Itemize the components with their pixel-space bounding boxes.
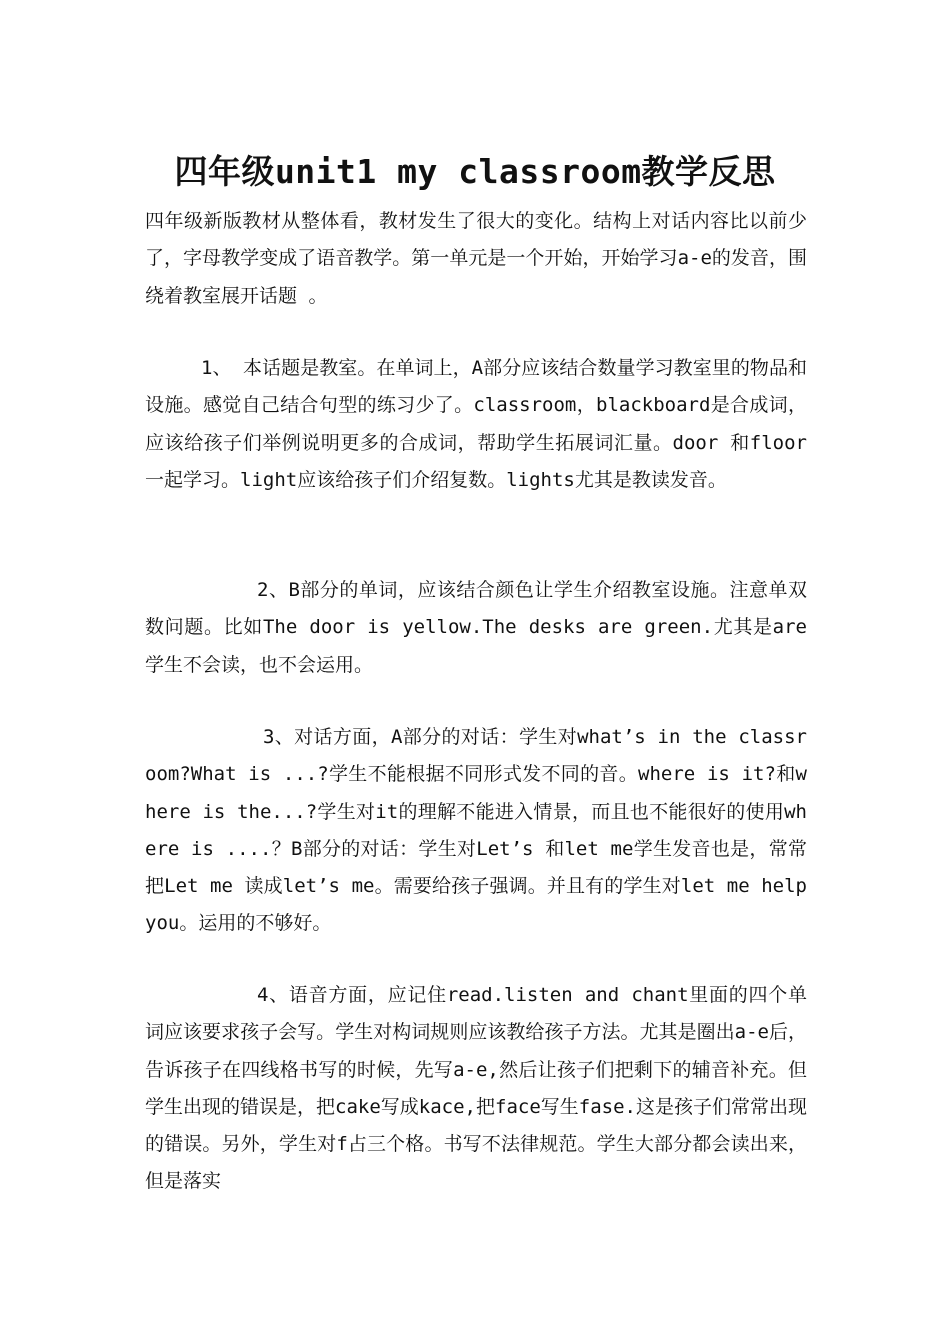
paragraph-intro: 四年级新版教材从整体看，教材发生了很大的变化。结构上对话内容比以前少了，字母教学变成了语音教学。第一单元是一个开始，开始学习a-e的发音，围绕着教室展开话题 。 bbox=[145, 210, 807, 307]
paragraph-point-1: 1、 本话题是教室。在单词上，A部分应该结合数量学习教室里的物品和设施。感觉自己结合句型的练习少了。classroom，blackboard是合成词，应该给孩子们举例说明更多的合成词，帮助学生拓展词汇量。door 和floor一起学习。light应该给孩子们介绍复数。lights尤其是教读发音。 bbox=[145, 357, 807, 491]
paragraph-point-2: 2、B部分的单词，应该结合颜色让学生介绍教室设施。注意单双数问题。比如The door is yellow.The desks are green.尤其是are学生不会读，也不会运用。 bbox=[145, 579, 807, 676]
paragraph-point-4: 4、语音方面，应记住read.listen and chant里面的四个单词应该要求孩子会写。学生对构词规则应该教给孩子方法。尤其是圈出a-e后，告诉孩子在四线格书写的时候，先写a-e,然后让孩子们把剩下的辅音补充。但学生出现的错误是，把cake写成kace,把face写生fase.这是孩子们常常出现的错误。另外，学生对f占三个格。书写不法律规范。学生大部分都会读出来，但是落实 bbox=[145, 984, 807, 1193]
paragraph-point-3: 3、对话方面，A部分的对话：学生对what’s in the classroom?What is ...?学生不能根据不同形式发不同的音。where is it?和where is the...?学生对it的理解不能进入情景，而且也不能很好的使用where is ....？B部分的对话：学生对Let’s 和let me学生发音也是，常常把Let me 读成let’s me。需要给孩子强调。并且有的学生对let me help you。运用的不够好。 bbox=[145, 726, 807, 935]
document-title: 四年级unit1 my classroom教学反思 bbox=[174, 152, 776, 192]
